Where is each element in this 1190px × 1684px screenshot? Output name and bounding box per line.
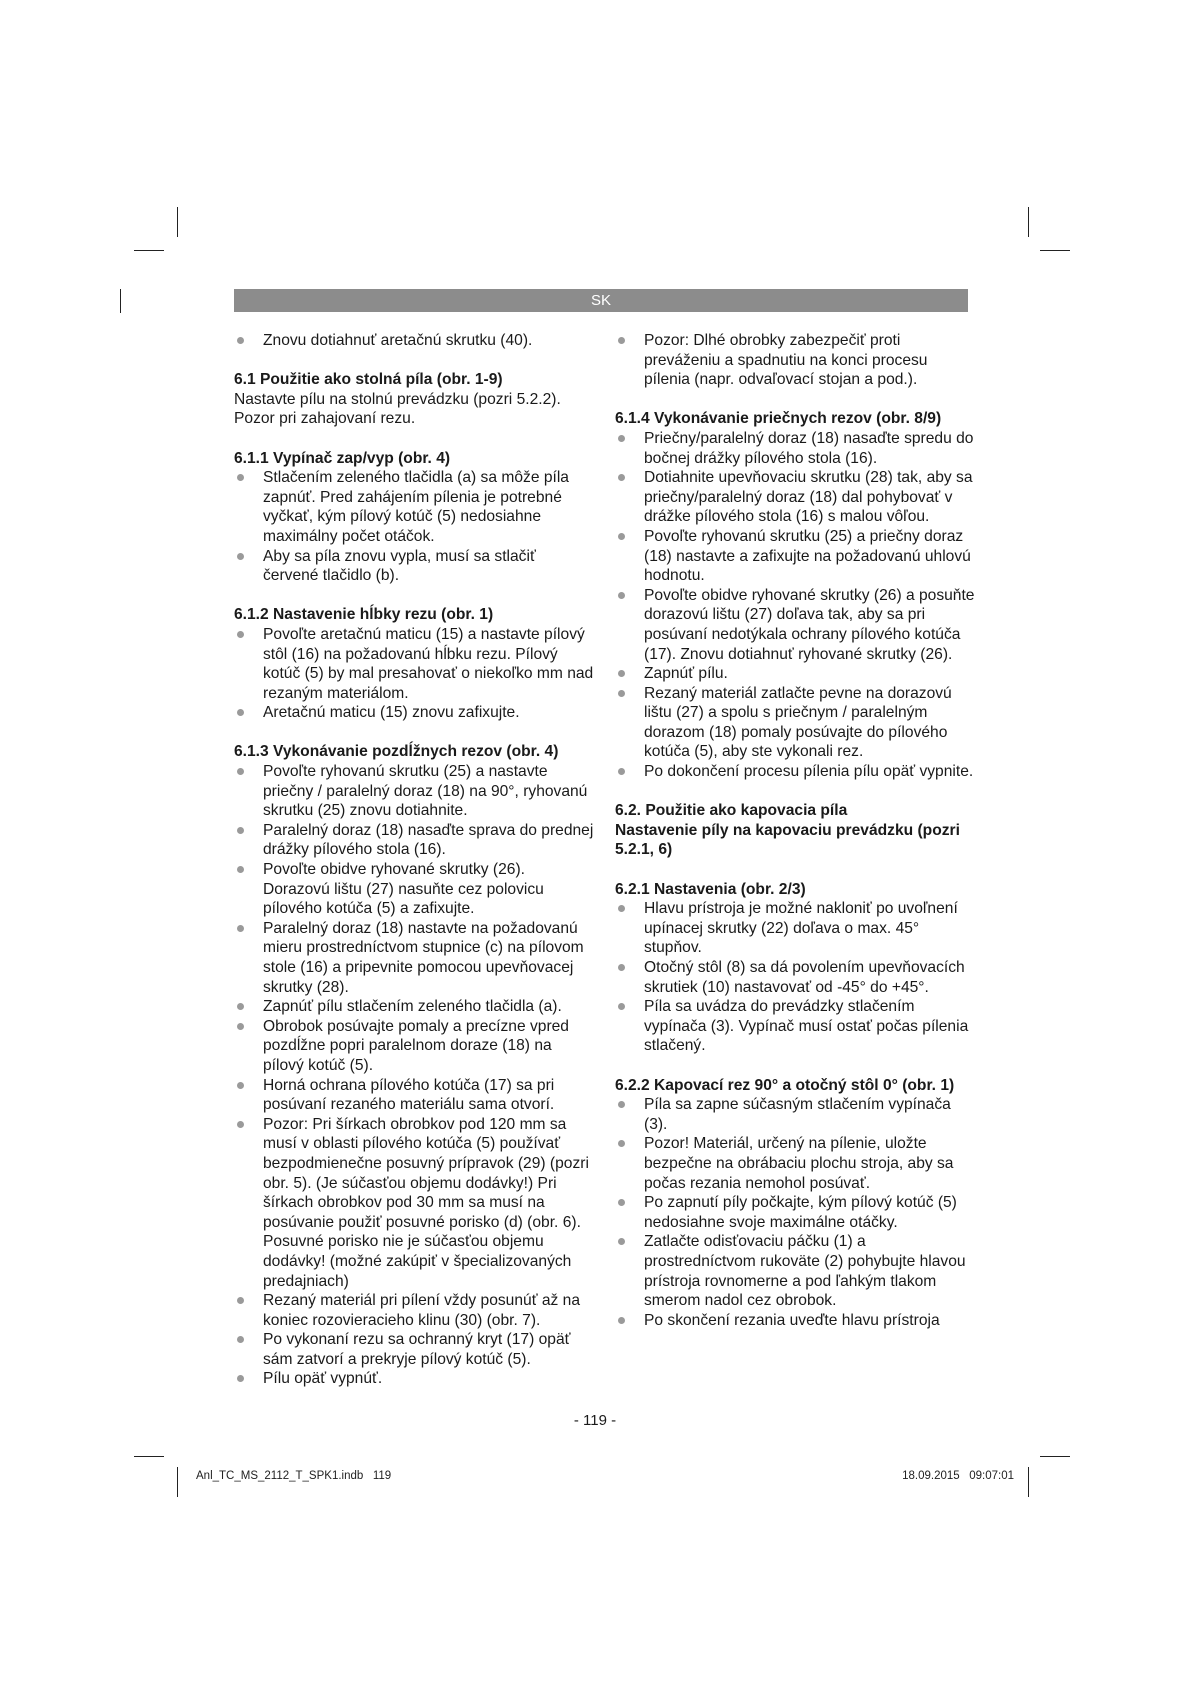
list-item [234,547,594,586]
list-item [615,1193,975,1232]
bullet-icon [237,866,244,873]
crop-mark [1040,250,1070,251]
list-item [615,1134,975,1193]
language-header-bar: SK [234,289,968,312]
list-item-text: Rezaný materiál pri pílení vždy posunúť až na koniec rozovieracieho klinu (30) (obr. 7). [263,1292,581,1329]
bullet-icon [618,474,625,481]
list-item [234,1291,594,1330]
bullet-icon [237,474,244,481]
bullet-list [234,331,594,351]
bullet-icon [237,827,244,834]
bullet-icon [618,1101,625,1108]
section-heading: 6.2. Použitie ako kapovacia píla [615,802,848,820]
list-item [234,821,594,860]
bullet-icon [618,905,625,912]
bullet-icon [237,1003,244,1010]
list-item-text: Píla sa zapne súčasným stlačením vypínača (3). [644,1096,951,1133]
list-item-text: Po vykonaní rezu sa ochranný kryt (17) opäť sám zatvorí a prekryje pílový kotúč (5). [263,1331,571,1368]
bullet-icon [237,1023,244,1030]
list-item-text: Horná ochrana pílového kotúča (17) sa pri posúvaní rezaného materiálu sama otvorí. [263,1076,555,1114]
bullet-icon [618,1140,625,1147]
bullet-list [234,625,594,723]
bullet-icon [237,1082,244,1089]
list-item-text: Po zapnutí píly počkajte, kým pílový kotúč (5) nedosiahne svoje maximálne otáčky. [644,1194,957,1231]
section-heading: 6.2.2 Kapovací rez 90° a otočný stôl 0° (obr. 1) [615,1076,955,1094]
list-item [234,762,594,821]
list-item [615,527,975,586]
list-item [615,899,975,958]
section-heading: 6.1.3 Vykonávanie pozdĺžnych rezov (obr. 4) [234,743,559,761]
bullet-icon [237,709,244,716]
list-item-text: Priečny/paralelný doraz (18) nasaďte spredu do bočnej drážky pílového stola (16). [644,429,974,467]
bullet-icon [618,964,625,971]
spacer [234,586,594,606]
spacer [234,429,594,449]
list-item [234,1115,594,1291]
crop-mark [120,289,121,313]
list-item [615,997,975,1056]
list-item [234,625,594,703]
crop-mark [177,207,178,237]
spacer [615,390,975,410]
right-column [615,331,975,1330]
bullet-icon [618,533,625,540]
list-item [615,1095,975,1134]
bullet-list [615,331,975,390]
list-item-text: Povoľte obidve ryhované skrutky (26) a posuňte dorazovú lištu (27) doľava tak, aby sa pri posúvaní nedotýkala ochrany pílového kotúča (17). Znovu dotiahnuť ryhované skrutky (26). [644,586,975,663]
bullet-list [615,899,975,1056]
spacer [234,723,594,743]
list-item [234,703,594,723]
list-item [615,1311,975,1331]
bullet-list [615,429,975,782]
list-item [615,1232,975,1310]
crop-mark [177,1467,178,1497]
list-item-text: Povoľte ryhovanú skrutku (25) a nastavte priečny / paralelný doraz (18) na 90°, ryhovanú skrutku (25) znovu dotiahnite. [263,763,588,820]
section-heading: Nastavenie píly na kapovaciu prevádzku (pozri 5.2.1, 6) [615,821,960,859]
list-item-text: Otočný stôl (8) sa dá povolením upevňovacích skrutiek (10) nastavovať od -45° do +45°. [644,959,965,996]
crop-mark [134,250,164,251]
section-heading: 6.1 Použitie ako stolná píla (obr. 1-9) [234,371,503,389]
left-column [234,331,594,1389]
bullet-list [615,1095,975,1330]
list-item [234,997,594,1017]
list-item-text: Píla sa uvádza do prevádzky stlačením vypínača (3). Vypínač musí ostať počas pílenia stlačený. [644,998,969,1055]
list-item-text: Stlačením zeleného tlačidla (a) sa môže píla zapnúť. Pred zahájením pílenia je potrebné vyčkať, kým pílový kotúč (5) nedosiahne maximálny počet otáčok. [263,469,569,545]
list-item-text: Aby sa píla znovu vypla, musí sa stlačiť červené tlačidlo (b). [263,547,536,585]
list-item-text: Pozor: Dlhé obrobky zabezpečiť proti preváženiu a spadnutiu na konci procesu pílenia (napr. odvaľovací stojan a pod.). [644,332,928,389]
section-heading: 6.1.1 Vypínač zap/vyp (obr. 4) [234,449,451,467]
list-item-text: Povoľte aretačnú maticu (15) a nastavte pílový stôl (16) na požadovanú hĺbku rezu. Pílový kotúč (5) by mal presahovať o niekoľko mm nad rezaným materiálom. [263,625,594,702]
list-item [615,762,975,782]
bullet-icon [237,1375,244,1382]
list-item [234,1369,594,1389]
bullet-icon [237,631,244,638]
page-number: - 119 - [573,1412,617,1429]
bullet-icon [618,435,625,442]
spacer [615,1056,975,1076]
crop-mark [1028,1467,1029,1497]
bullet-icon [618,1003,625,1010]
spacer [615,782,975,802]
list-item-text: Zatlačte odisťovaciu páčku (1) a prostredníctvom rukoväte (2) pohybujte hlavou prístroja rovnomerne a pod ľahkým tlakom smerom nadol cez obrobok. [644,1233,966,1310]
crop-mark [134,1456,164,1457]
list-item [615,684,975,762]
list-item [615,664,975,684]
bullet-icon [237,925,244,932]
list-item-text: Pozor! Materiál, určený na pílenie, uložte bezpečne na obrábaciu plochu stroja, aby sa počas rezania nemohol posúvať. [644,1135,954,1192]
bullet-icon [237,553,244,560]
crop-mark [1028,207,1029,237]
bullet-icon [237,768,244,775]
list-item [234,1076,594,1115]
list-item [234,1330,594,1369]
spacer [615,860,975,880]
section-heading: 6.1.4 Vykonávanie priečnych rezov (obr. 8/9) [615,410,942,428]
list-item-text: Povoľte ryhovanú skrutku (25) a priečny doraz (18) nastavte a zafixujte na požadovanú uhlovú hodnotu. [644,527,971,585]
bullet-icon [237,1297,244,1304]
bullet-icon [618,337,625,344]
list-item-text: Hlavu prístroja je možné nakloniť po uvoľnení upínacej skrutky (22) doľava o max. 45° stupňov. [644,900,958,957]
paragraph: Nastavte pílu na stolnú prevádzku (pozri 5.2.2). Pozor pri zahajovaní rezu. [234,390,561,428]
list-item [234,860,594,919]
footer-timestamp: 18.09.2015 09:07:01 [902,1470,1014,1482]
list-item [615,331,975,390]
bullet-list [234,762,594,1389]
bullet-icon [618,592,625,599]
list-item [615,468,975,527]
list-item-text: Paralelný doraz (18) nastavte na požadovanú mieru prostredníctvom stupnice (c) na pílovom stole (16) a pripevnite pomocou upevňovacej skrutky (28). [263,919,584,996]
list-item-text: Pozor: Pri šírkach obrobkov pod 120 mm sa musí v oblasti pílového kotúča (5) používať bezpodmienečne posuvný prípravok (29) (pozri obr. 5). (Je súčasťou objemu dodávky!) Pri šírkach obrobkov pod 30 mm sa musí na posúvanie použiť posuvné porisko (d) (obr. 6). Posuvné porisko nie je súčasťou objemu dodávky! (možné zakúpiť v špecializovaných predajniach) [263,1115,589,1290]
spacer [234,351,594,371]
bullet-icon [618,1199,625,1206]
list-item-text: Znovu dotiahnuť aretačnú skrutku (40). [263,332,533,349]
bullet-icon [618,1317,625,1324]
list-item-text: Po dokončení procesu pílenia pílu opäť vypnite. [644,763,974,781]
bullet-icon [618,670,625,677]
footer-file-info: Anl_TC_MS_2112_T_SPK1.indb 119 [196,1470,392,1482]
bullet-icon [237,1121,244,1128]
list-item [234,468,594,546]
list-item [234,919,594,997]
list-item-text: Povoľte obidve ryhované skrutky (26). Dorazovú lištu (27) nasuňte cez polovicu pílového kotúča (5) a zafixujte. [263,861,544,918]
list-item [234,1017,594,1076]
crop-mark [1040,1456,1070,1457]
section-heading: 6.2.1 Nastavenia (obr. 2/3) [615,880,806,898]
list-item-text: Zapnúť pílu. [644,665,728,683]
bullet-icon [237,1336,244,1343]
bullet-icon [237,337,244,344]
bullet-icon [618,1238,625,1245]
list-item-text: Rezaný materiál zatlačte pevne na dorazovú lištu (27) a spolu s priečnym / paralelným dorazom (18) pomaly posúvajte do pílového kotúča (5), aby ste vykonali rez. [644,684,952,761]
bullet-icon [618,690,625,697]
list-item-text: Dotiahnite upevňovaciu skrutku (28) tak, aby sa priečny/paralelný doraz (18) dal pohybovať v drážke pílového stola (16) s malou vôľou. [644,469,973,526]
list-item-text: Po skončení rezania uveďte hlavu prístroja [644,1311,940,1329]
list-item-text: Zapnúť pílu stlačením zeleného tlačidla (a). [263,998,562,1016]
list-item [615,958,975,997]
list-item [615,586,975,664]
list-item-text: Paralelný doraz (18) nasaďte sprava do prednej drážky pílového stola (16). [263,821,594,859]
list-item-text: Pílu opäť vypnúť. [263,1370,383,1388]
list-item-text: Aretačnú maticu (15) znovu zafixujte. [263,704,520,722]
bullet-list [234,468,594,586]
list-item [615,429,975,468]
list-item [234,331,594,351]
list-item-text: Obrobok posúvajte pomaly a precízne vpred pozdĺžne popri paralelnom doraze (18) na pílový kotúč (5). [263,1017,569,1074]
bullet-icon [618,768,625,775]
section-heading: 6.1.2 Nastavenie hĺbky rezu (obr. 1) [234,606,494,624]
